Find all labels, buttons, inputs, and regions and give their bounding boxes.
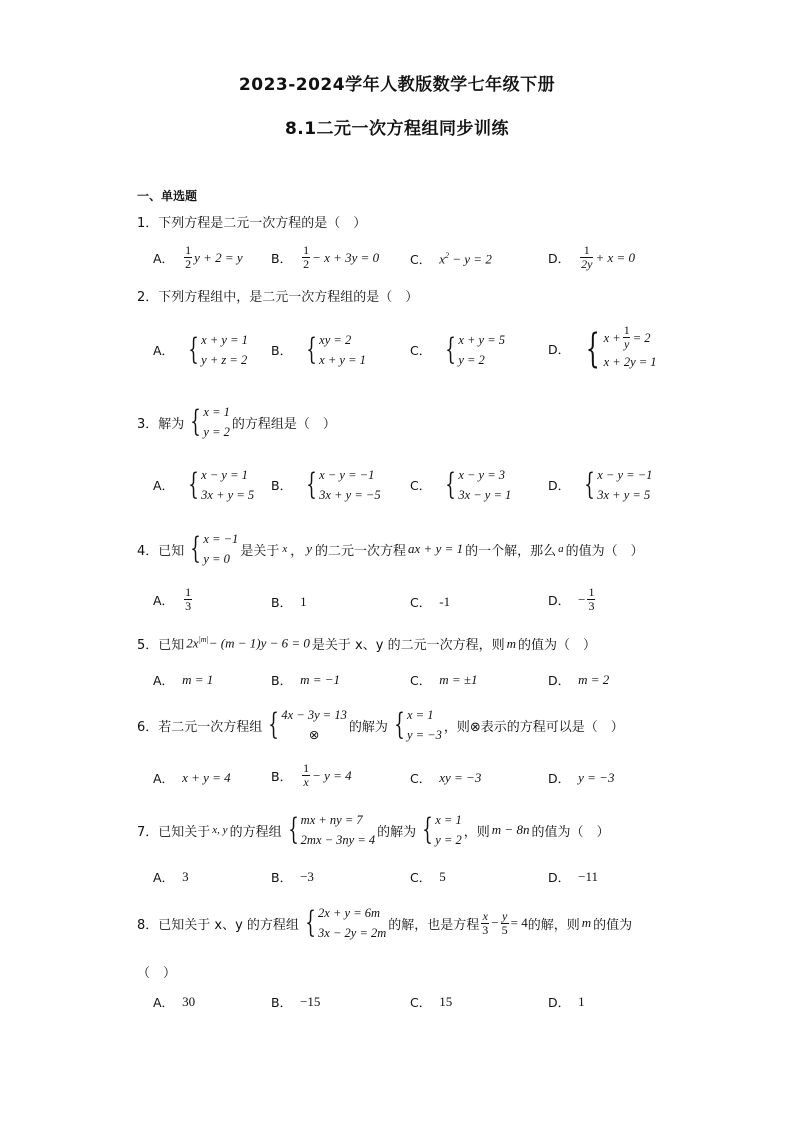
option-expression: − y = 4 — [312, 767, 352, 783]
question-number: 3． — [137, 416, 159, 432]
question-text-pre: 已知关于 x、y 的方程组 — [158, 917, 299, 933]
question-text-pre: 解为 — [158, 416, 185, 432]
equation-system: { 4x − 3y = 13 ⊗ — [268, 707, 347, 742]
question-7 — [137, 810, 609, 850]
question-text-pre: 已知 — [158, 543, 185, 559]
fraction: $\frac{y}{5}$ — [501, 908, 508, 937]
variables: x, y — [212, 824, 228, 836]
equation-system: { x − y = 1 3x + y = 5 — [188, 467, 255, 502]
option-label: B． — [271, 870, 293, 885]
option-value: 5 — [439, 869, 446, 884]
question-text: ，则⊗表示的方程可以是（ ） — [443, 719, 624, 735]
q2-option-d[interactable] — [548, 324, 659, 373]
equation-system: { x = 1 y = 2 — [422, 812, 462, 847]
question-text: 的方程组是（ ） — [231, 416, 336, 432]
q3-option-d[interactable] — [548, 465, 654, 505]
variable: x — [282, 543, 288, 555]
text-segment: 的方程组 — [229, 824, 282, 840]
equation-system: { x = −1 y = 0 — [190, 531, 239, 566]
question-8 — [137, 903, 632, 943]
option-label: C． — [410, 343, 432, 358]
option-label: D． — [548, 341, 571, 357]
q4-option-a[interactable] — [153, 586, 194, 613]
equation-system: { x − y = −1 3x + y = −5 — [306, 467, 381, 502]
q5-option-a[interactable] — [153, 671, 213, 689]
fraction: $\frac{1}{2}$ — [185, 243, 192, 271]
option-label: A． — [153, 673, 175, 688]
option-label: A． — [153, 870, 175, 885]
page-subtitle: 8.1二元一次方程组同步训练 — [284, 119, 510, 139]
option-value: 30 — [182, 994, 196, 1009]
question-number: 2． — [137, 290, 159, 305]
option-label: B． — [271, 595, 293, 610]
text-segment: 的二元一次方程 — [315, 543, 407, 559]
fraction: $\frac{1}{3}$ — [185, 585, 192, 613]
question-4 — [137, 529, 644, 569]
text-segment: ， — [290, 543, 304, 559]
option-label: B． — [271, 995, 293, 1010]
option-value: −15 — [300, 994, 321, 1009]
option-value: m = 2 — [578, 672, 610, 687]
equation-system: { x + $\frac{1}{y}$ = 2 x + 2y = 1 — [585, 323, 657, 372]
q8-option-a[interactable] — [153, 993, 195, 1011]
q2-option-a[interactable] — [153, 330, 250, 370]
option-label: B． — [271, 343, 293, 358]
q8-option-d[interactable] — [548, 993, 585, 1011]
option-value: 3 — [182, 869, 189, 884]
question-text: 的值为（ ） — [517, 638, 596, 653]
q4-option-d[interactable] — [548, 586, 597, 613]
option-label: C． — [410, 595, 432, 610]
q7-option-a[interactable] — [153, 868, 189, 886]
equation-system: { 2x + y = 6m 3x − 2y = 2m — [305, 905, 387, 940]
equation-system: { x + y = 1 y + z = 2 — [188, 332, 248, 367]
option-value: 1 — [300, 594, 307, 609]
option-label: D． — [548, 870, 571, 885]
q7-option-d[interactable] — [548, 868, 598, 886]
option-label: D． — [548, 995, 571, 1010]
q1-option-b[interactable] — [271, 244, 379, 271]
question-number: 4． — [137, 543, 159, 559]
q4-option-c[interactable] — [410, 593, 450, 611]
q2-option-b[interactable] — [271, 330, 368, 370]
question-text: 是关于 x、y 的二元一次方程，则 — [311, 638, 505, 653]
variable: m — [581, 915, 592, 930]
option-value: -1 — [439, 594, 451, 609]
equation-system: { x − y = −1 3x + y = 5 — [584, 467, 653, 502]
q5-option-d[interactable] — [548, 671, 609, 689]
text-segment: ，则 — [463, 824, 490, 840]
option-label: D． — [548, 250, 571, 266]
q7-option-b[interactable] — [271, 868, 314, 886]
q6-option-b[interactable] — [271, 762, 352, 789]
question-text: 的值为 — [593, 917, 633, 933]
option-label: B． — [271, 768, 293, 784]
fraction: $\frac{1}{2}$ — [303, 243, 310, 271]
variable: y — [306, 541, 313, 556]
q1-option-c[interactable] — [410, 250, 492, 268]
option-value: xy = −3 — [439, 770, 482, 785]
equation: ax + y = 1 — [408, 541, 464, 556]
q6-option-c[interactable] — [410, 769, 481, 787]
q6-option-d[interactable] — [548, 769, 614, 787]
option-value: m = −1 — [300, 672, 341, 687]
question-3 — [137, 402, 336, 442]
option-label: C． — [410, 771, 432, 786]
text-segment: 的解，也是方程 — [388, 917, 480, 933]
q5-option-b[interactable] — [271, 671, 340, 689]
option-value: 15 — [439, 994, 453, 1009]
option-value: y = −3 — [578, 770, 615, 785]
q1-option-a[interactable] — [153, 244, 243, 271]
q8-option-b[interactable] — [271, 993, 320, 1011]
option-expression: + x = 0 — [595, 249, 636, 265]
equation-system: { x − y = 3 3x − y = 1 — [445, 467, 512, 502]
option-value: m = 1 — [182, 672, 214, 687]
option-label: B． — [271, 673, 293, 688]
option-value: −11 — [578, 869, 598, 884]
equation-system: { x + y = 5 y = 2 — [445, 332, 506, 367]
option-value: −3 — [300, 869, 314, 884]
equation-system: { x = 1 y = 2 — [190, 404, 230, 439]
option-value: x + y = 4 — [182, 770, 231, 785]
option-label: B． — [271, 250, 293, 266]
question-number: 8． — [137, 917, 159, 933]
equation: $2x^{|m|}- (m - 1)y - 6 = 0$ — [186, 635, 310, 651]
option-label: C． — [410, 673, 432, 688]
q2-option-c[interactable] — [410, 330, 507, 370]
q3-option-c[interactable] — [410, 465, 513, 505]
question-text: 的值为（ ） — [531, 824, 610, 840]
option-label: A． — [153, 592, 175, 608]
question-number: 6． — [137, 719, 159, 735]
question-number: 7． — [137, 824, 159, 840]
minus-sign: − — [578, 591, 586, 607]
option-label: A． — [153, 478, 175, 493]
option-value: m = ±1 — [439, 672, 478, 687]
option-value: 1 — [578, 994, 585, 1009]
question-text: 下列方程组中，是二元一次方程组的是（ ） — [158, 290, 419, 305]
option-label: A． — [153, 343, 175, 358]
option-expression: y + 2 = y — [194, 249, 243, 265]
equation-system: { mx + ny = 7 2mx − 3ny = 4 — [287, 812, 376, 847]
question-text-pre: 若二元一次方程组 — [158, 719, 263, 735]
option-label: C． — [410, 870, 432, 885]
text-segment: 的解，则 — [527, 917, 580, 933]
option-label: A． — [153, 250, 175, 266]
q8-option-c[interactable] — [410, 993, 452, 1011]
q7-option-c[interactable] — [410, 868, 446, 886]
question-5 — [137, 634, 596, 653]
option-label: C． — [410, 995, 432, 1010]
text-segment: 的解为 — [348, 719, 388, 735]
option-label: A． — [153, 995, 175, 1010]
question-8-continuation: （ ） — [137, 966, 177, 981]
minus-sign: − — [491, 915, 499, 930]
q3-option-b[interactable] — [271, 465, 383, 505]
question-2 — [137, 286, 418, 305]
section-heading: 一、单选题 — [137, 189, 198, 203]
option-label: D． — [548, 771, 571, 786]
equation-system: { xy = 2 x + y = 1 — [306, 332, 366, 367]
question-text-pre: 已知关于 — [158, 824, 211, 840]
option-label: D． — [548, 592, 571, 608]
option-label: A． — [153, 771, 175, 786]
option-expression: − x + 3y = 0 — [312, 249, 380, 265]
text-segment: 的解为 — [377, 824, 417, 840]
option-label: C． — [410, 252, 432, 267]
equation-rhs: = 4 — [510, 915, 528, 930]
fraction: $\frac{1}{3}$ — [588, 585, 595, 613]
question-1 — [137, 212, 366, 231]
option-label: D． — [548, 673, 571, 688]
option-expression: $x^2 - y = 2$ — [439, 250, 492, 267]
question-text: 下列方程是二元一次方程的是（ ） — [158, 216, 367, 231]
question-6 — [137, 705, 624, 745]
option-label: B． — [271, 478, 293, 493]
text-segment: 的一个解，那么 — [465, 543, 557, 559]
equation-system: { x = 1 y = −3 — [394, 707, 442, 742]
q5-option-c[interactable] — [410, 671, 478, 689]
variable: a — [558, 543, 564, 555]
q3-option-a[interactable] — [153, 465, 256, 505]
question-text-pre: 已知 — [158, 638, 185, 653]
text-segment: 的值为（ ） — [565, 543, 644, 559]
option-label: C． — [410, 478, 432, 493]
q1-option-d[interactable] — [548, 244, 635, 271]
fraction: $\frac{1}{x}$ — [303, 761, 310, 789]
q4-option-b[interactable] — [271, 593, 307, 611]
text-segment: 是关于 — [240, 543, 280, 559]
option-label: D． — [548, 478, 571, 493]
page-title: 2023-2024学年人教版数学七年级下册 — [238, 75, 556, 95]
question-number: 5． — [137, 638, 159, 653]
q6-option-a[interactable] — [153, 769, 231, 787]
variable: m — [506, 635, 516, 651]
fraction: $\frac{1}{2y}$ — [581, 243, 593, 271]
fraction: $\frac{x}{3}$ — [482, 908, 489, 937]
expression: m − 8n — [491, 822, 530, 837]
question-number: 1． — [137, 216, 159, 231]
